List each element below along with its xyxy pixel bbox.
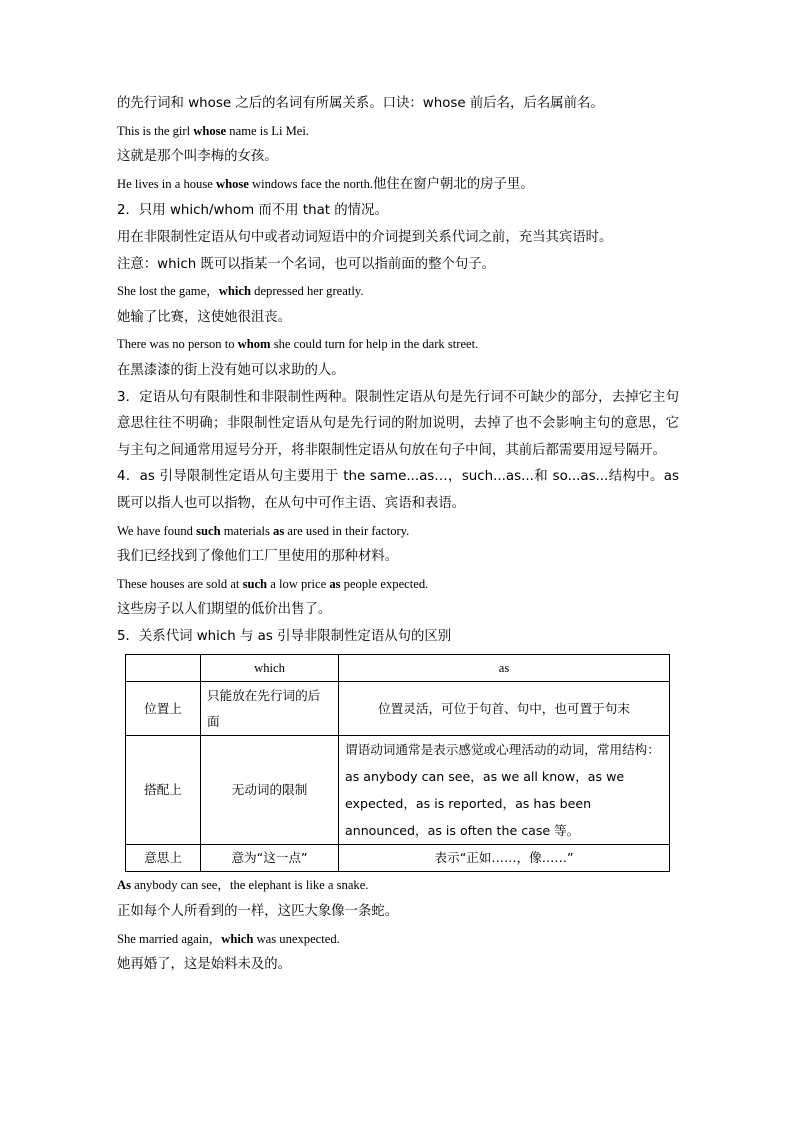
table-header-cell: as bbox=[339, 655, 670, 682]
text-span: materials bbox=[220, 523, 274, 538]
table-cell-which: 意为“这一点” bbox=[201, 845, 339, 872]
keyword: whom bbox=[237, 337, 271, 352]
table-row bbox=[126, 845, 670, 872]
table-header-row bbox=[126, 655, 670, 682]
text-span: We have found bbox=[117, 523, 197, 538]
text-span: anybody can see，the elephant is like a snake. bbox=[131, 878, 369, 893]
translation: 在黑漆漆的街上没有她可以求助的人。 bbox=[117, 362, 345, 378]
translation: 我们已经找到了像他们工厂里使用的那种材料。 bbox=[117, 549, 399, 565]
text-span: was unexpected. bbox=[253, 931, 340, 946]
note-line: 注意：which 既可以指某一个名词，也可以指前面的整个句子。 bbox=[117, 256, 496, 272]
table-cell-which: 只能放在先行词的后面 bbox=[201, 682, 339, 736]
text-span: she could turn for help in the dark street. bbox=[270, 337, 479, 352]
paragraph-3: 3．定语从句有限制性和非限制性两种。限制性定语从句是先行词不可缺少的部分，去掉它主句意思往往不明确；非限制性定语从句是先行词的附加说明，去掉了也不会影响主句的意思，它与主句之间通常用逗号分开，将非限制性定语从句放在句子中间，其前后都需要用逗号隔开。 bbox=[117, 389, 679, 458]
table-header-cell: which bbox=[201, 655, 339, 682]
translation: 她再婚了，这是始料未及的。 bbox=[117, 957, 292, 973]
table-row-label: 位置上 bbox=[126, 682, 201, 736]
text-span: name is Li Mei. bbox=[226, 123, 310, 138]
translation: 这些房子以人们期望的低价出售了。 bbox=[117, 602, 332, 618]
example-sentence bbox=[117, 518, 679, 545]
table-header-cell bbox=[126, 655, 201, 682]
translation-inline: 他住在窗户朝北的房子里。 bbox=[373, 176, 534, 192]
table-row bbox=[126, 682, 670, 736]
keyword: such bbox=[242, 576, 268, 591]
text-span: There was no person to bbox=[117, 337, 238, 352]
text-span: She lost the game， bbox=[117, 284, 219, 299]
keyword: such bbox=[196, 523, 221, 538]
example-sentence bbox=[117, 872, 679, 899]
section-heading: 5．关系代词 which 与 as 引导非限制性定语从句的区别 bbox=[117, 628, 452, 644]
example-sentence bbox=[117, 171, 679, 199]
text-span: This is the girl bbox=[117, 123, 194, 138]
text-span: He lives in a house bbox=[117, 176, 216, 191]
text-span: These houses are sold at bbox=[117, 576, 243, 591]
comparison-table bbox=[125, 654, 670, 872]
document-content bbox=[117, 91, 679, 979]
text-span: are used in their factory. bbox=[284, 523, 410, 538]
example-sentence bbox=[117, 926, 679, 953]
table-cell-which: 无动词的限制 bbox=[201, 736, 339, 845]
table-cell-as: 表示“正如……，像……” bbox=[339, 845, 670, 872]
keyword: As bbox=[117, 878, 131, 893]
text-span: a low price bbox=[267, 576, 330, 591]
section-heading: 2．只用 which/whom 而不用 that 的情况。 bbox=[117, 203, 388, 219]
example-sentence bbox=[117, 571, 679, 598]
keyword: which bbox=[218, 284, 251, 299]
text-line: 用在非限制性定语从句中或者动词短语中的介词提到关系代词之前，充当其宾语时。 bbox=[117, 229, 613, 245]
paragraph-4: 4．as 引导限制性定语从句主要用于 the same...as…，such...as...和 so...as...结构中。as 既可以指人也可以指物，在从句中可作主语、宾语和表语。 bbox=[117, 469, 679, 511]
translation: 正如每个人所看到的一样，这匹大象像一条蛇。 bbox=[117, 904, 399, 920]
text-span: depressed her greatly. bbox=[251, 284, 364, 299]
translation: 这就是那个叫李梅的女孩。 bbox=[117, 149, 278, 165]
keyword: as bbox=[273, 523, 285, 538]
translation: 她输了比赛，这使她很沮丧。 bbox=[117, 309, 292, 325]
table-cell-as: 位置灵活，可位于句首、句中，也可置于句末 bbox=[339, 682, 670, 736]
text-span: people expected. bbox=[340, 576, 429, 591]
example-sentence bbox=[117, 118, 679, 145]
keyword: which bbox=[221, 931, 254, 946]
keyword: as bbox=[329, 576, 341, 591]
keyword: whose bbox=[215, 176, 249, 191]
text-span: She married again， bbox=[117, 931, 222, 946]
table-row-label: 意思上 bbox=[126, 845, 201, 872]
example-sentence bbox=[117, 278, 679, 305]
text-span: windows face the north. bbox=[248, 176, 374, 191]
example-sentence bbox=[117, 331, 679, 358]
table-cell-as: 谓语动词通常是表示感觉或心理活动的动词，常用结构：as anybody can see，as we all know，as we expected，as is reported，as has been announced，as is often the case 等。 bbox=[339, 736, 670, 845]
table-row-label: 搭配上 bbox=[126, 736, 201, 845]
table-row bbox=[126, 736, 670, 845]
keyword: whose bbox=[193, 123, 227, 138]
text-line: 的先行词和 whose 之后的名词有所属关系。口诀：whose 前后名，后名属前名。 bbox=[117, 96, 604, 111]
